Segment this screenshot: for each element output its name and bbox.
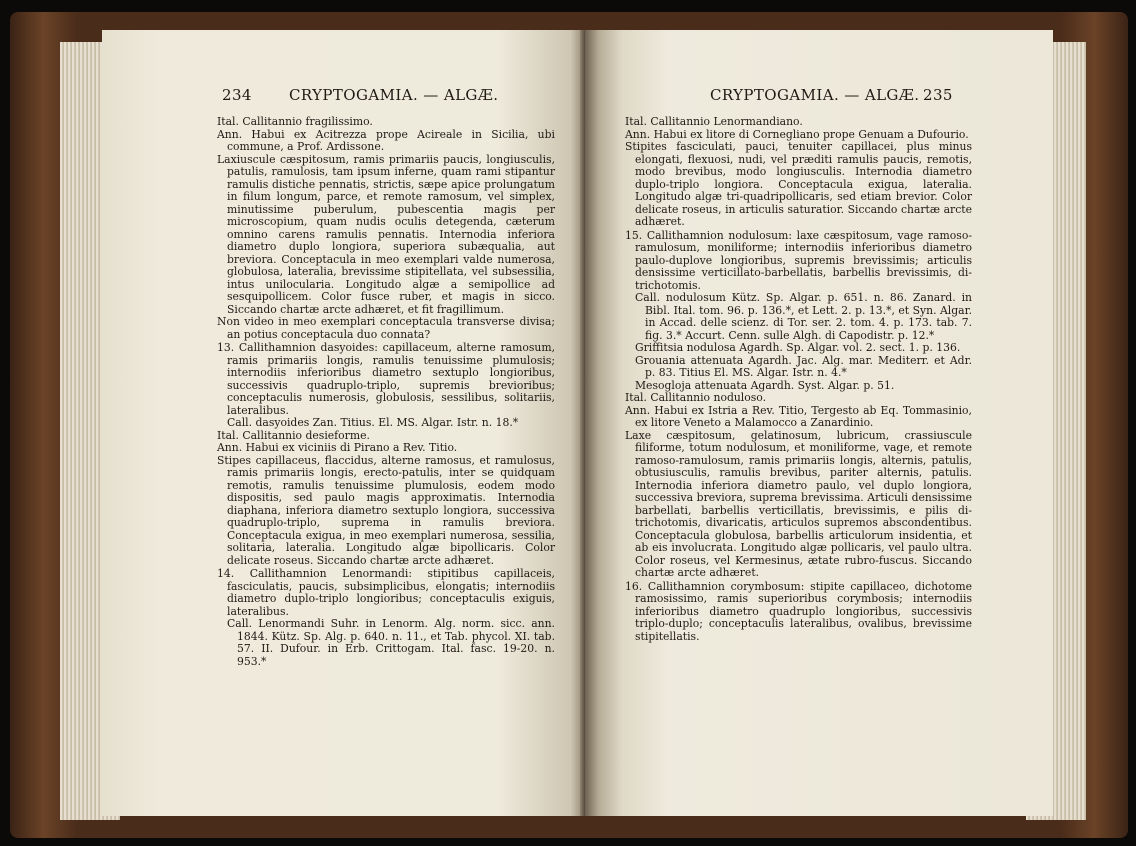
synonym-line: Mesogloja attenuata Agardh. Syst. Algar. p. 51. (635, 378, 895, 392)
text-line: Laxe cæspitosum, gelatinosum, lubricum, crassiuscule filiforme, totum nodulosum, et moniliforme, vage, et remote ramoso-ramulosum, ramis primariis longis, alternis, patulis, obtusiusculis, ramulis brevibus, pariter alternis, patulis. Internodia inferiora diametro paulo, vel duplo longiora, successiva breviora, suprema brevissima. Articuli densissime barbellati, barbellis verticillatis, brevissimis, e pilis di-trichotomis, divaricatis, articulos supremos abscondentibus. Conceptacula globulosa, barbellis articulorum insidentia, et ab eis involucrata. Longitudo algæ pollicaris, vel paulo ultra. Color roseus, vel Kermesinus, ætate rubro-fuscus. Siccando chartæ arcte adhæret. (625, 428, 972, 579)
text-line: Ann. Habui ex litore di Cornegliano prope Genuam a Dufourio. (625, 127, 969, 141)
species-entry: 15. Callithamnion nodulosum: laxe cæspitosum, vage ramoso-ramulosum, moniliforme; internodiis inferioribus diametro paulo-duplove longioribus, supremis brevissimis; articulis densissime verticillato-barbellatis, barbellis brevissimis, di-trichotomis. (625, 228, 972, 292)
text-line: Non video in meo exemplari conceptacula transverse divisa; an potius conceptacula duo connata? (217, 315, 555, 341)
page-number: 235 (923, 86, 953, 104)
synonym-line: Call. dasyoides Zan. Titius. El. MS. Algar. Istr. n. 18.* (227, 416, 519, 429)
species-entry: 13. Callithamnion dasyoides: capillaceum, alterne ramosum, ramis primariis longis, ramulis tenuissime plumulosis; internodiis inferioribus diametro sextuplo longioribus, successivis quadruplo-triplo, supremis brevioribus; conceptaculis numerosis, globulosis, sessilibus, solitariis, lateralibus. (217, 341, 555, 417)
synonym-line: Grouania attenuata Agardh. Jac. Alg. mar. Mediterr. et Adr. p. 83. Titius El. MS. Algar. Istr. n. 4.* (635, 353, 972, 379)
left-page (102, 30, 585, 816)
text-line: Ann. Habui ex Istria a Rev. Titio, Tergesto ab Eq. Tommasinio, ex litore Veneto a Malamocco a Zanardinio. (625, 403, 972, 429)
text-line: Laxiuscule cæspitosum, ramis primariis paucis, longiusculis, patulis, ramulosis, tam ipsum inferne, quam rami stipantur ramulis distiche pennatis, strictis, sæpe apice prolungatum in filum longum, parce, et remote ramosum, vel simplex, minutissime puberulum, pubescentia magis per microscopium, quam nudis oculis detegenda, cæterum omnino carens ramulis pennatis. Internodia inferiora diametro duplo longiora, superiora subæqualia, aut breviora. Conceptacula in meo exemplari valde numerosa, globulosa, lateralia, brevissime stipitellata, vel subsessilia, intus unilocularia. Longitudo algæ a semipollice ad sesquipollicem. Color fusce ruber, et magis in sicco. Siccando chartæ arcte adhæret, et fit fragillimum. (217, 152, 555, 316)
text-line: Stipes capillaceus, flaccidus, alterne ramosus, et ramulosus, ramis primariis longis, erecto-patulis, inter se quidquam remotis, ramulis tenuissime plumulosis, eodem modo dispositis, sed paulo magis approximatis. Internodia diaphana, inferiora diametro sextuplo longiora, successiva quadruplo-triplo, suprema in ramulis breviora. Conceptacula exigua, in meo exemplari numerosa, sessilia, solitaria, lateralia. Longitudo algæ bipollicaris. Color delicate roseus. Siccando chartæ arcte adhæret. (217, 453, 555, 567)
text-line: Ann. Habui ex Acitrezza prope Acireale in Sicilia, ubi commune, a Prof. Ardissone. (217, 127, 555, 153)
page-body (625, 116, 972, 643)
text-line: Ital. Callitannio desieforme. (217, 428, 370, 442)
page-number: 234 (222, 86, 252, 104)
synonym-line: Call. nodulosum Kütz. Sp. Algar. p. 651. n. 86. Zanard. in Bibl. Ital. tom. 96. p. 136.*, et Lett. 2. p. 13.*, et Syn. Algar. in Accad. delle scienz. di Tor. ser. 2. tom. 4. p. 173. tab. 7. fig. 3.* Accurt. Cenn. sulle Algh. di Capodistr. p. 12.* (635, 291, 972, 342)
book-spread (10, 12, 1128, 838)
right-page (585, 30, 1053, 816)
running-title: CRYPTOGAMIA. — ALGÆ. (710, 86, 920, 104)
page-body (217, 116, 555, 668)
text-line: Stipites fasciculati, pauci, tenuiter capillacei, plus minus elongati, flexuosi, nudi, vel præditi ramulis paucis, remotis, modo brevibus, modo longiusculis. Internodia diametro duplo-triplo longiora. Conceptacula exigua, lateralia. Longitudo algæ tri-quadripollicaris, sed etiam brevior. Color delicate roseus, in articulis saturatior. Siccando chartæ arcte adhæret. (625, 140, 972, 228)
text-line: Ital. Callitannio fragilissimo. (217, 115, 373, 128)
text-line: Ital. Callitannio Lenormandiano. (625, 115, 803, 128)
text-line: Ital. Callitannio noduloso. (625, 391, 767, 404)
running-title: CRYPTOGAMIA. — ALGÆ. (289, 86, 499, 104)
synonym-line: Griffitsia nodulosa Agardh. Sp. Algar. vol. 2. sect. 1. p. 136. (635, 341, 961, 354)
synonym-line: Call. Lenormandi Suhr. in Lenorm. Alg. norm. sicc. ann. 1844. Kütz. Sp. Alg. p. 640. n. 11., et Tab. phycol. XI. tab. 57. II. Dufour. in Erb. Crittogam. Ital. fasc. 19-20. n. 953.* (227, 617, 555, 668)
species-entry: 16. Callithamnion corymbosum: stipite capillaceo, dichotome ramosissimo, ramis superioribus corymbosis; internodiis inferioribus diametro quadruplo longioribus, successivis triplo-duplo; conceptaculis lateralibus, ovalibus, brevissime stipitellatis. (625, 579, 972, 643)
species-entry: 14. Callithamnion Lenormandi: stipitibus capillaceis, fasciculatis, paucis, subsimplicibus, elongatis; internodiis diametro duplo-triplo longioribus; conceptaculis exiguis, lateralibus. (217, 567, 555, 618)
text-line: Ann. Habui ex viciniis di Pirano a Rev. Titio. (217, 441, 458, 454)
